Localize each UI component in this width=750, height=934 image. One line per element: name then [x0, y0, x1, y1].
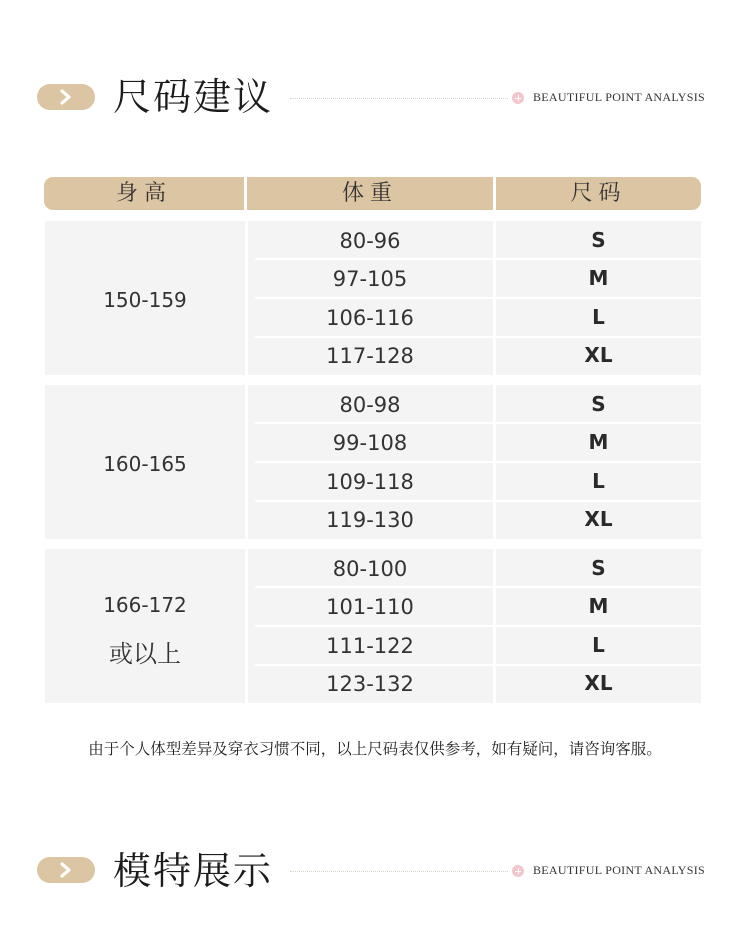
size-cell: L: [592, 633, 605, 657]
size-cell: M: [588, 594, 609, 618]
height-value: 150-159: [103, 288, 187, 312]
table-group: [45, 549, 701, 703]
weight-cell: 97-105: [332, 267, 408, 291]
section-tag: BEAUTIFUL POINT ANALYSIS: [533, 863, 706, 877]
height-value-suffix: 或以上: [109, 640, 181, 668]
plus-dot-icon: [512, 865, 524, 877]
section-title: 模特展示: [113, 849, 274, 893]
header-divider: [290, 871, 508, 872]
size-cell: S: [591, 392, 606, 416]
size-cell: L: [592, 305, 605, 329]
table-group: [45, 385, 701, 539]
height-value: 160-165: [103, 452, 187, 476]
section-header-size-guide: [0, 70, 750, 130]
weight-cell: 119-130: [326, 508, 414, 532]
size-cell: L: [592, 469, 605, 493]
weight-cell: 80-96: [339, 229, 401, 253]
weight-cell: 123-132: [326, 672, 414, 696]
size-cell: M: [588, 430, 609, 454]
weight-cell: 109-118: [326, 470, 414, 494]
weight-cell: 106-116: [326, 306, 414, 330]
weight-cell: 80-100: [332, 557, 408, 581]
height-cell: [45, 385, 245, 539]
header-size: 尺码: [570, 181, 627, 206]
size-cell: S: [591, 228, 606, 252]
chevron-right-icon: [37, 857, 95, 883]
height-value: 166-172: [103, 593, 187, 617]
weight-cell: 101-110: [326, 595, 414, 619]
weight-cell: 111-122: [326, 634, 414, 658]
height-cell: [45, 549, 245, 703]
table-group: [45, 221, 701, 375]
header-weight: 体重: [341, 181, 398, 206]
size-disclaimer: 由于个人体型差异及穿衣习惯不同，以上尺码表仅供参考，如有疑问，请咨询客服。: [88, 740, 662, 758]
height-cell: [45, 221, 245, 375]
size-cell: S: [591, 556, 606, 580]
chevron-right-icon: [37, 84, 95, 110]
size-cell: XL: [584, 507, 613, 531]
section-header-model-show: [0, 843, 750, 903]
section-title: 尺码建议: [113, 75, 274, 119]
plus-dot-icon: [512, 92, 524, 104]
size-cell: XL: [584, 343, 613, 367]
size-cell: M: [588, 266, 609, 290]
table-header: [44, 177, 701, 210]
weight-cell: 117-128: [326, 344, 414, 368]
weight-cell: 80-98: [339, 393, 401, 417]
weight-cell: 99-108: [332, 431, 408, 455]
header-divider: [290, 98, 508, 99]
header-height: 身高: [115, 181, 172, 206]
size-cell: XL: [584, 671, 613, 695]
section-tag: BEAUTIFUL POINT ANALYSIS: [533, 90, 706, 104]
